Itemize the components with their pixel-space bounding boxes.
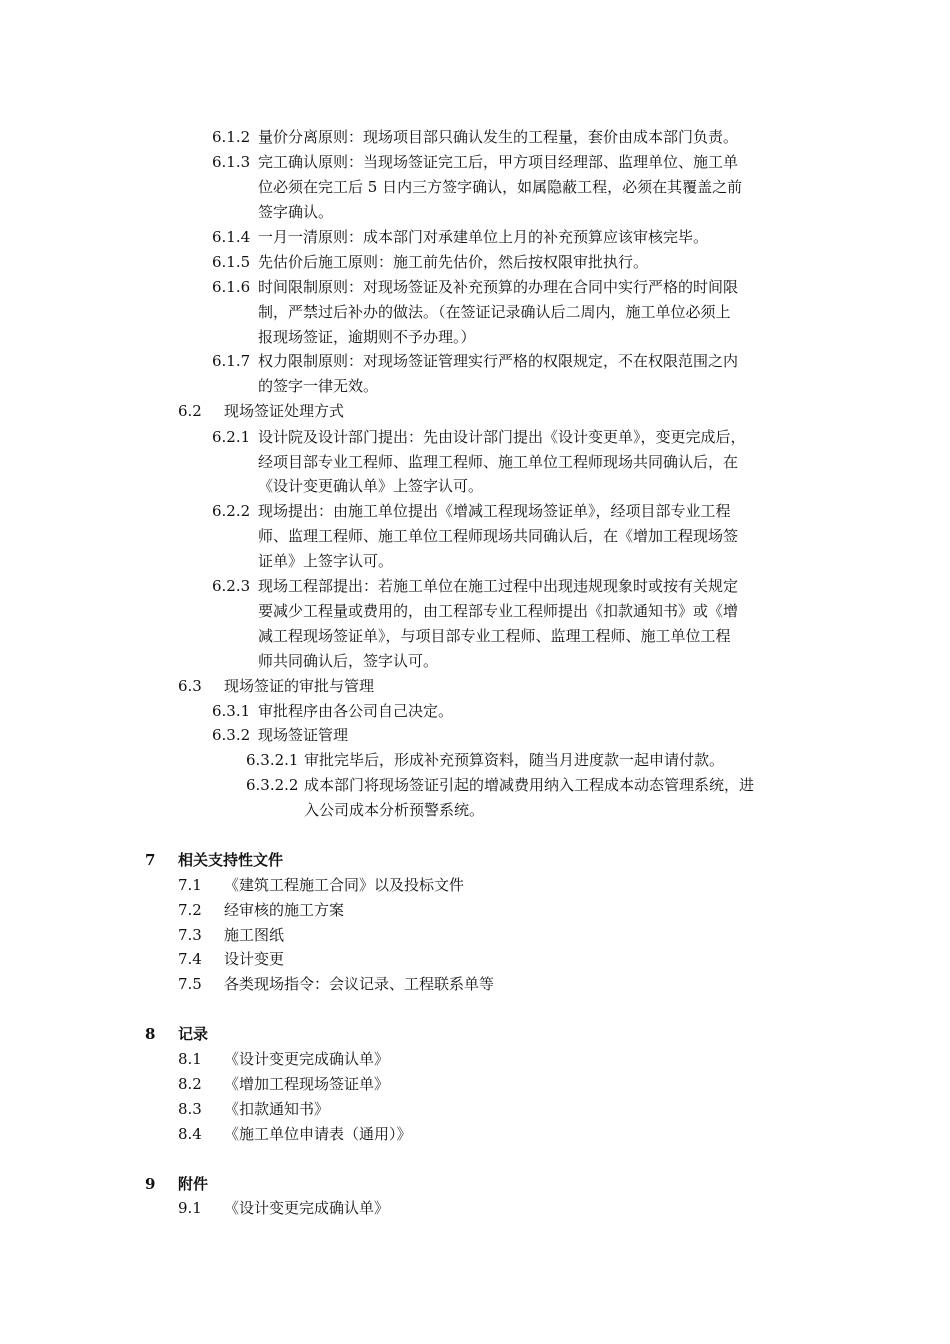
clause-text-line: 制，严禁过后补办的做法。（在签证记录确认后二周内，施工单位必须上	[258, 303, 731, 321]
clause-number: 6.1.5	[212, 253, 251, 271]
item-number: 7.4	[178, 950, 202, 968]
heading-title: 附件	[178, 1175, 209, 1193]
heading-title: 相关支持性文件	[178, 851, 284, 869]
clause-text-line: 现场工程部提出：若施工单位在施工过程中出现违规现象时或按有关规定	[258, 577, 739, 595]
clause-text-line: 现场签证管理	[258, 726, 349, 744]
item-number: 7.2	[178, 901, 202, 919]
clause-number: 6.1.3	[212, 153, 251, 171]
clause-text-line: 师、监理工程师、施工单位工程师现场共同确认后，在《增加工程现场签	[258, 527, 739, 545]
clause-text-line: 《设计变更确认单》上签字认可。	[258, 477, 484, 495]
clause-number: 6.3.2	[212, 726, 251, 744]
item-number: 9.1	[178, 1199, 202, 1217]
item-number: 8.4	[178, 1125, 202, 1143]
item-text: 《设计变更完成确认单》	[224, 1050, 390, 1068]
clause-text-line: 减工程现场签证单》，与项目部专业工程师、监理工程师、施工单位工程	[258, 627, 731, 645]
clause-number: 6.3.1	[212, 702, 251, 720]
item-number: 8.2	[178, 1075, 202, 1093]
section-title: 现场签证的审批与管理	[224, 677, 375, 695]
item-text: 《增加工程现场签证单》	[224, 1075, 390, 1093]
clause-text-line: 报现场签证，逾期则不予办理。）	[258, 328, 476, 346]
section-number: 6.2	[178, 402, 202, 420]
clause-text-line: 时间限制原则：对现场签证及补充预算的办理在合同中实行严格的时间限	[258, 278, 739, 296]
heading-number: 9	[145, 1175, 156, 1193]
clause-text-line: 量价分离原则：现场项目部只确认发生的工程量，套价由成本部门负责。	[258, 128, 739, 146]
item-number: 7.3	[178, 926, 202, 944]
item-text: 《扣款通知书》	[224, 1100, 330, 1118]
clause-number: 6.1.6	[212, 278, 251, 296]
clause-number: 6.2.2	[212, 502, 251, 520]
clause-number: 6.3.2.2	[246, 776, 299, 794]
clause-text-line: 成本部门将现场签证引起的增减费用纳入工程成本动态管理系统，进	[304, 776, 755, 794]
clause-text-line: 设计院及设计部门提出：先由设计部门提出《设计变更单》，变更完成后，	[258, 428, 746, 446]
clause-number: 6.1.7	[212, 352, 251, 370]
clause-number: 6.2.1	[212, 428, 251, 446]
item-number: 8.1	[178, 1050, 202, 1068]
clause-text-line: 权力限制原则：对现场签证管理实行严格的权限规定，不在权限范围之内	[258, 352, 739, 370]
section-title: 现场签证处理方式	[224, 402, 345, 420]
clause-number: 6.1.2	[212, 128, 251, 146]
clause-text-line: 审批完毕后，形成补充预算资料，随当月进度款一起申请付款。	[304, 751, 725, 769]
clause-text-line: 签字确认。	[258, 203, 334, 221]
clause-number: 6.1.4	[212, 228, 251, 246]
clause-number: 6.2.3	[212, 577, 251, 595]
heading-number: 7	[145, 851, 156, 869]
item-number: 8.3	[178, 1100, 202, 1118]
clause-text-line: 完工确认原则：当现场签证完工后，甲方项目经理部、监理单位、施工单	[258, 153, 739, 171]
clause-text-line: 位必须在完工后 5 日内三方签字确认，如属隐蔽工程，必须在其覆盖之前	[258, 178, 743, 196]
clause-text-line: 经项目部专业工程师、监理工程师、施工单位工程师现场共同确认后，在	[258, 453, 739, 471]
item-text: 《设计变更完成确认单》	[224, 1199, 390, 1217]
clause-text-line: 一月一清原则：成本部门对承建单位上月的补充预算应该审核完毕。	[258, 228, 709, 246]
item-number: 7.5	[178, 975, 202, 993]
clause-text-line: 的签字一律无效。	[258, 377, 379, 395]
item-text: 《建筑工程施工合同》以及投标文件	[224, 876, 465, 894]
heading-number: 8	[145, 1025, 156, 1043]
section-number: 6.3	[178, 677, 202, 695]
item-text: 各类现场指令：会议记录、工程联系单等	[224, 975, 495, 993]
item-number: 7.1	[178, 876, 202, 894]
clause-text-line: 证单》上签字认可。	[258, 552, 394, 570]
clause-text-line: 先估价后施工原则：施工前先估价，然后按权限审批执行。	[258, 253, 649, 271]
clause-text-line: 入公司成本分析预警系统。	[304, 801, 485, 819]
item-text: 设计变更	[224, 950, 285, 968]
heading-title: 记录	[178, 1025, 209, 1043]
clause-text-line: 要减少工程量或费用的，由工程部专业工程师提出《扣款通知书》或《增	[258, 602, 739, 620]
clause-text-line: 现场提出：由施工单位提出《增减工程现场签证单》，经项目部专业工程	[258, 502, 731, 520]
clause-number: 6.3.2.1	[246, 751, 299, 769]
item-text: 施工图纸	[224, 926, 285, 944]
item-text: 《施工单位申请表（通用）》	[224, 1125, 412, 1143]
clause-text-line: 师共同确认后，签字认可。	[258, 652, 439, 670]
item-text: 经审核的施工方案	[224, 901, 345, 919]
clause-text-line: 审批程序由各公司自己决定。	[258, 702, 454, 720]
